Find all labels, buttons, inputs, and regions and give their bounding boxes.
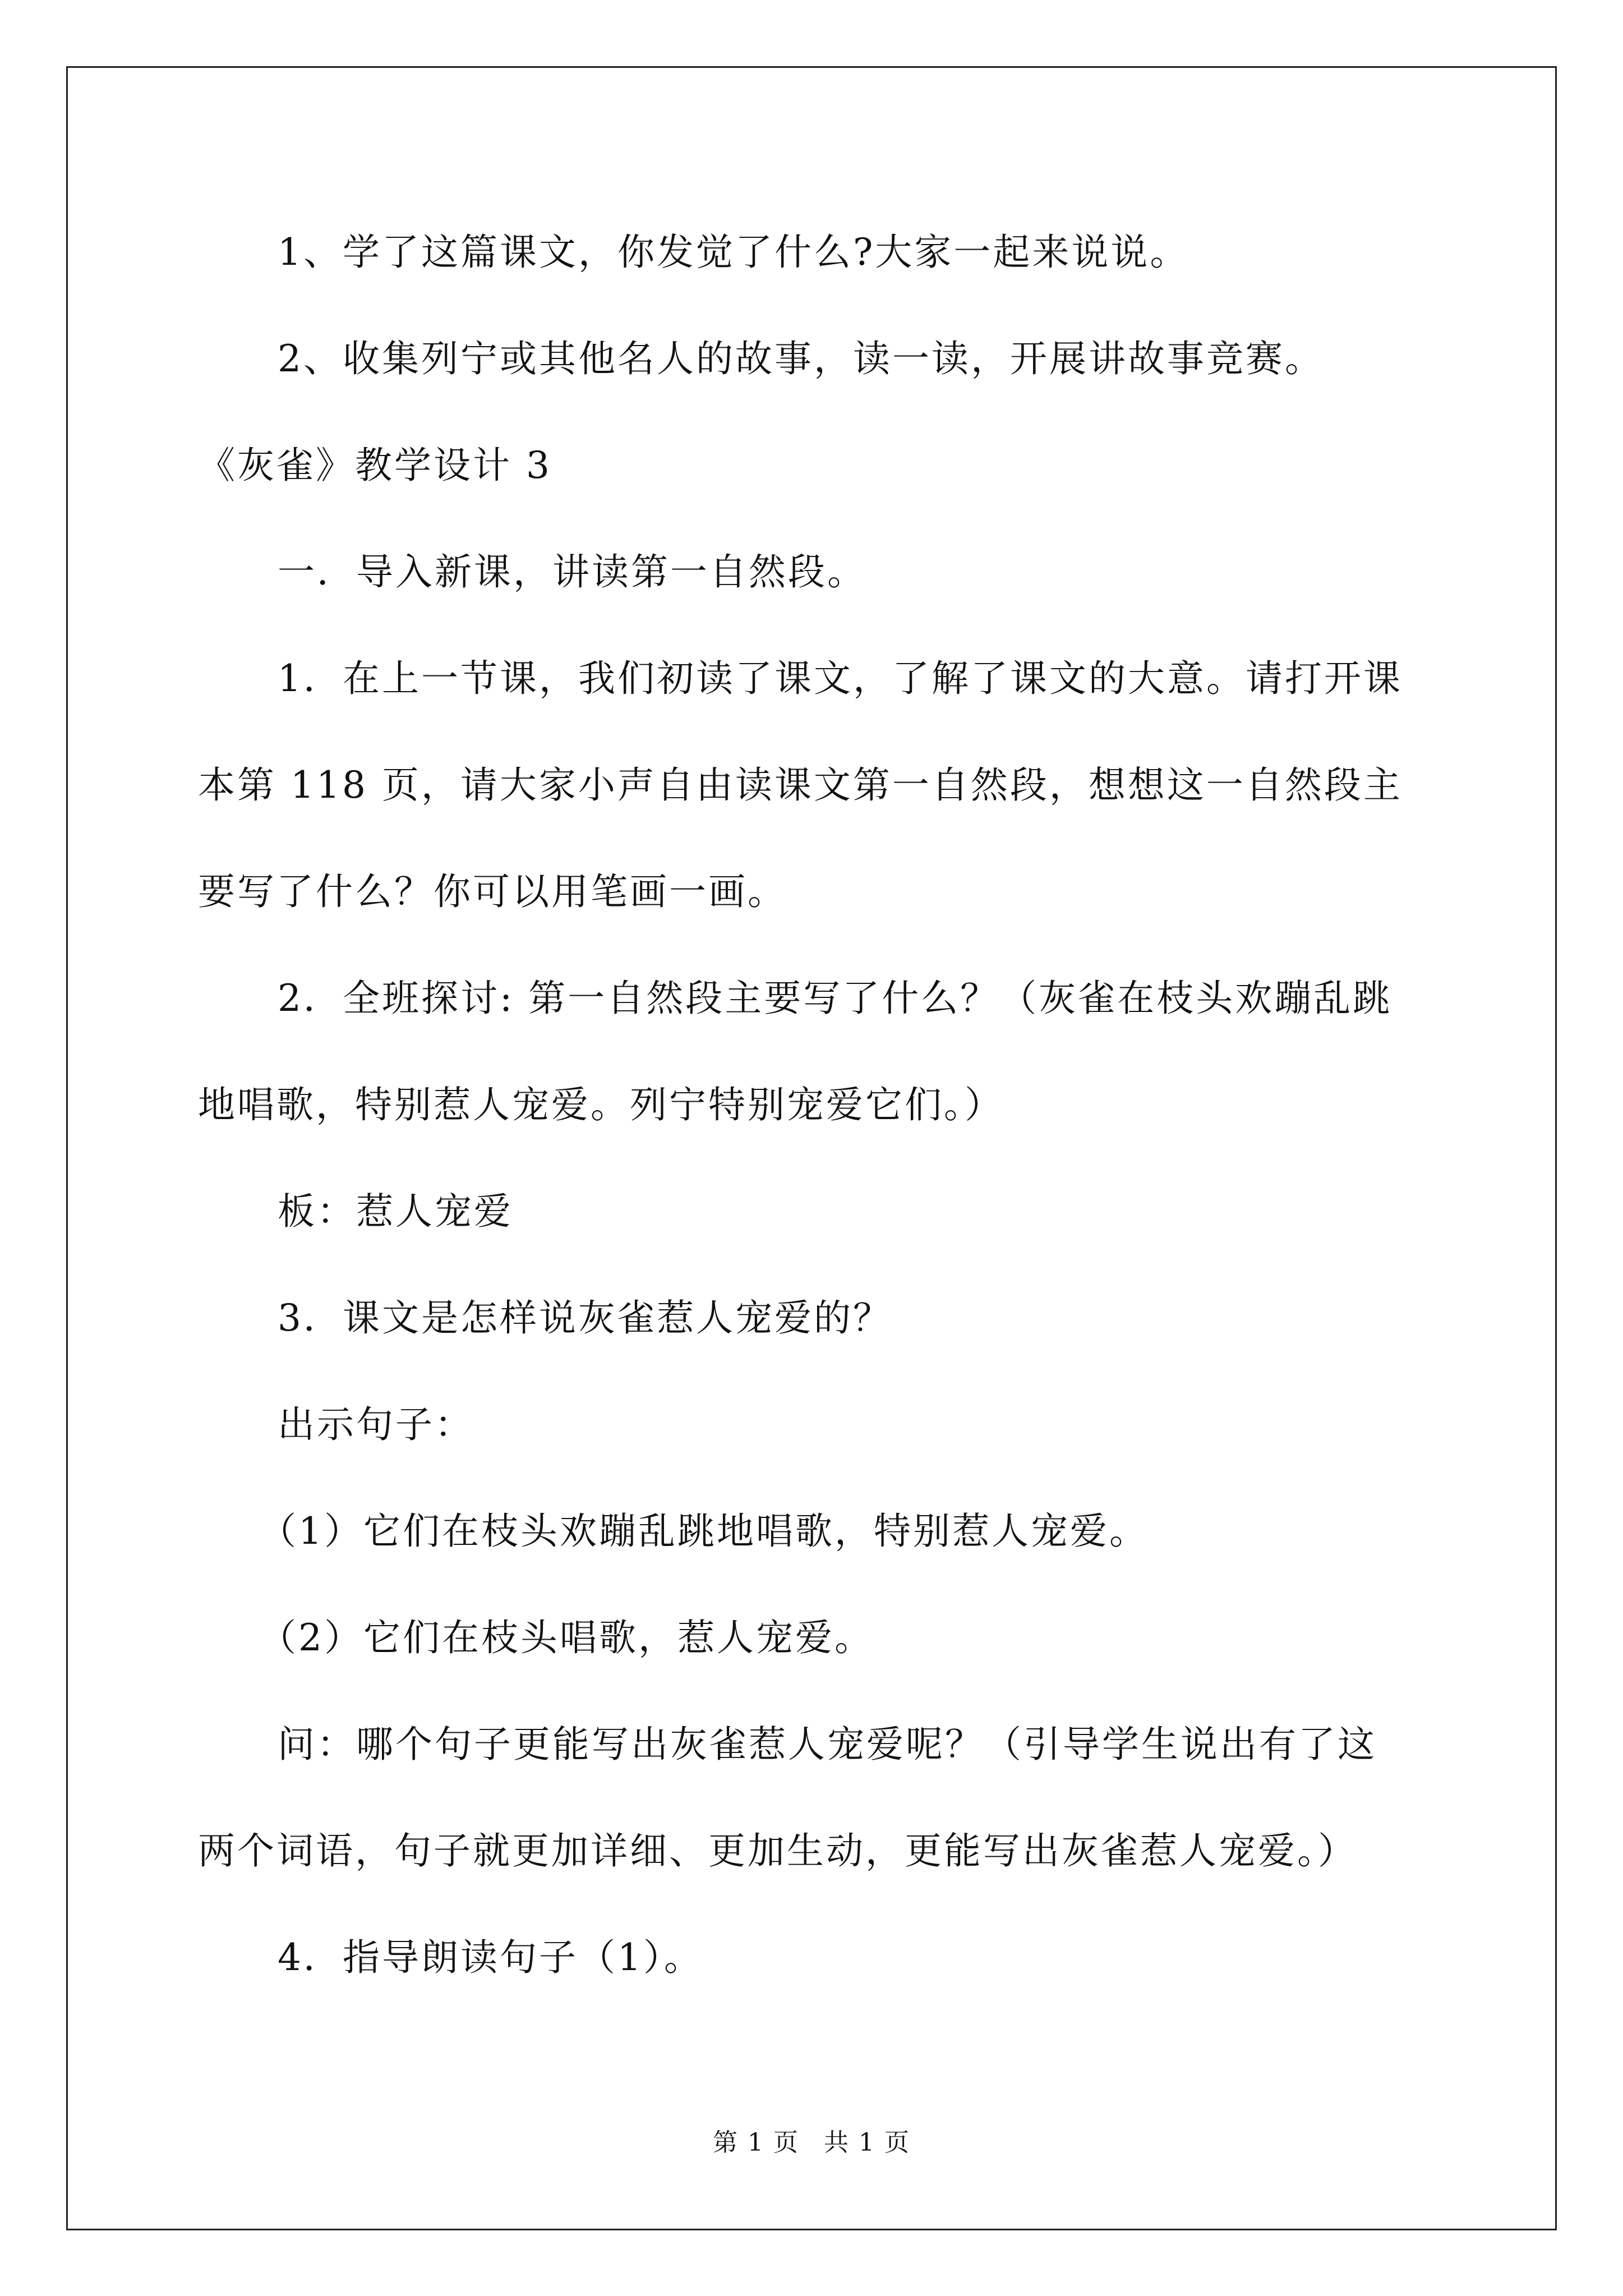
page-total: 共 1 页 — [824, 2128, 910, 2157]
text-line: 地唱歌，特别惹人宠爱。列宁特别宠爱它们。） — [198, 1083, 1004, 1126]
page-border — [66, 66, 1557, 2230]
text-line: 1、学了这篇课文，你发觉了什么?大家一起来说说。 — [278, 231, 1189, 274]
text-line: 问：哪个句子更能写出灰雀惹人宠爱呢？（引导学生说出有了这 — [278, 1723, 1377, 1766]
text-line: 3．课文是怎样说灰雀惹人宠爱的？ — [278, 1296, 892, 1340]
text-line: （2）它们在枝头唱歌，惹人宠爱。 — [259, 1616, 874, 1659]
text-line: 4．指导朗读句子（1）。 — [278, 1936, 703, 1979]
text-line: 出示句子： — [278, 1403, 474, 1446]
text-line: 2．全班探讨: 第一自然段主要写了什么？（灰雀在枝头欢蹦乱跳 — [278, 977, 1393, 1020]
text-line: 两个词语，句子就更加详细、更加生动，更能写出灰雀惹人宠爱。） — [198, 1829, 1357, 1872]
text-line: （1）它们在枝头欢蹦乱跳地唱歌，特别惹人宠爱。 — [259, 1510, 1149, 1553]
text-line: 要写了什么？你可以用笔画一画。 — [198, 870, 787, 913]
text-line: 1．在上一节课，我们初读了课文，了解了课文的大意。请打开课 — [278, 657, 1403, 700]
text-line: 本第 118 页，请大家小声自由读课文第一自然段，想想这一自然段主 — [198, 763, 1403, 807]
text-line: 2、收集列宁或其他名人的故事，读一读，开展讲故事竞赛。 — [278, 337, 1324, 380]
section-heading: 《灰雀》教学设计 3 — [198, 444, 552, 487]
page-footer — [0, 2126, 1623, 2160]
text-line: 一．导入新课，讲读第一自然段。 — [278, 550, 866, 593]
page-number: 第 1 页 — [713, 2128, 799, 2157]
text-line: 板：惹人宠爱 — [278, 1190, 513, 1233]
